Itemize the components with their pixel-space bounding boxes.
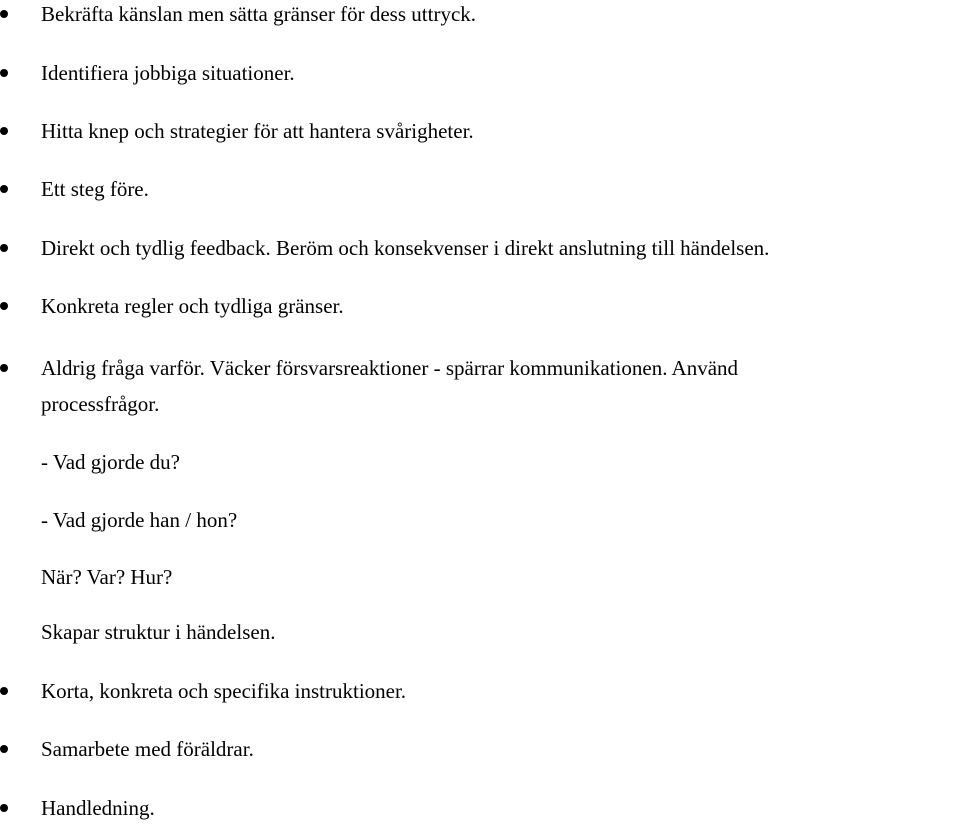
bullet-dot [0,302,8,310]
bullet-text: Hitta knep och strategier för att hantera svårigheter. [41,119,474,143]
bullet-dot [0,804,8,812]
continuation-text: Skapar struktur i händelsen. [41,620,276,644]
continuation-text: processfrågor. [41,392,160,416]
bullet-dot [0,244,8,252]
bullet-text: Ett steg före. [41,177,149,201]
bullet-dot [0,10,8,18]
bullet-text: Handledning. [41,796,155,820]
bullet-dot [0,127,8,135]
bullet-text: Korta, konkreta och specifika instruktioner. [41,679,407,703]
bullet-text: Aldrig fråga varför. Väcker försvarsreaktioner - spärrar kommunikationen. Använd [41,356,739,380]
bullet-text: Konkreta regler och tydliga gränser. [41,294,344,318]
bullet-text: Identifiera jobbiga situationer. [41,61,295,85]
bullet-dot [0,687,8,695]
bullet-text: Samarbete med föräldrar. [41,737,254,761]
bullet-dot [0,364,8,372]
continuation-text: - Vad gjorde han / hon? [41,508,238,532]
continuation-text: - Vad gjorde du? [41,450,180,474]
bullet-dot [0,69,8,77]
bullet-dot [0,745,8,753]
bullet-dot [0,185,8,193]
bullet-text: Direkt och tydlig feedback. Beröm och konsekvenser i direkt anslutning till händelsen. [41,236,770,260]
continuation-text: När? Var? Hur? [41,565,173,589]
bullet-text: Bekräfta känslan men sätta gränser för dess uttryck. [41,2,477,26]
